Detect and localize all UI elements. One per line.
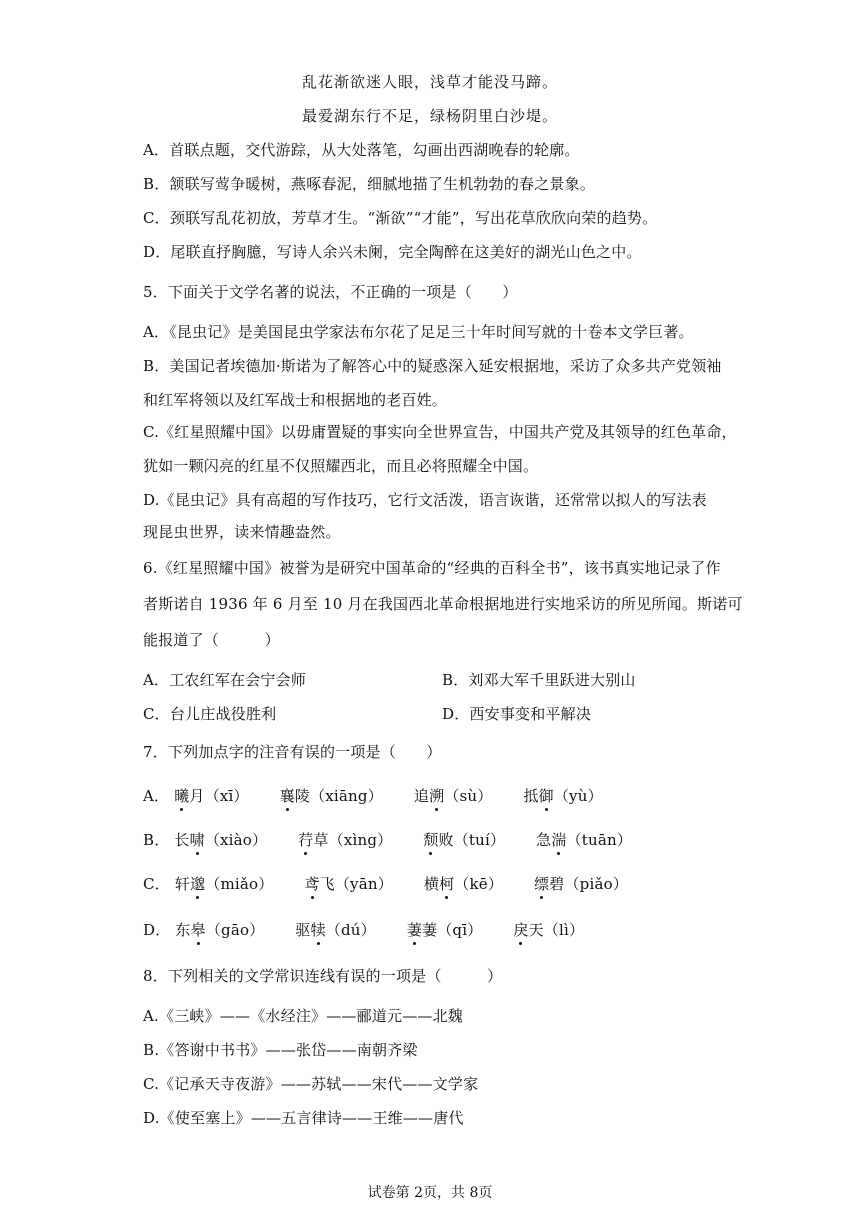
q7-option-label: D． [143,921,171,939]
dotted-char: 湍 [551,831,567,849]
dotted-char: 啸 [189,831,205,849]
dotted-char: 戾 [513,921,529,939]
dotted-char: 荇 [298,831,314,849]
pinyin-item: 驱犊（dú） [295,921,376,939]
pinyin-item: 缥碧（piǎo） [534,875,629,893]
dotted-char: 犊 [310,921,326,939]
q5-option-c-line-2: 犹如一颗闪亮的红星不仅照耀西北，而且必将照耀全中国。 [143,457,539,475]
q7-stem: 7．下列加点字的注音有误的一项是（ ） [143,743,442,761]
q6-option-c: C．台儿庄战役胜利 [143,705,277,723]
pinyin-item: 抵御（yù） [523,787,603,805]
q4-option-c: C．颈联写乱花初放，芳草才生。“渐欲”“才能”，写出花草欣欣向荣的趋势。 [143,209,658,227]
dotted-char: 襄 [279,787,295,805]
dotted-char: 御 [538,787,554,805]
poem-line-4: 最爱湖东行不足，绿杨阴里白沙堤。 [301,107,558,125]
q5-option-d-line-2: 现昆虫世界，读来情趣盎然。 [143,523,341,541]
q7-option-label: C． [143,875,170,893]
q6-stem-line-2: 者斯诺自 1936 年 6 月至 10 月在我国西北革命根据地进行实地采访的所见所闻。斯诺可 [143,595,743,613]
dotted-char: 皋 [190,921,206,939]
q6-option-b: B．刘邓大军千里跃进大别山 [442,671,636,689]
pinyin-item: 鸢飞（yān） [304,875,393,893]
pinyin-item: 横柯（kē） [423,875,504,893]
pinyin-item: 长啸（xiào） [174,831,268,849]
dotted-char: 鸢 [304,875,320,893]
q5-option-d-line-1: D.《昆虫记》具有高超的写作技巧，它行文活泼，语言诙谐，还常常以拟人的写法表 [143,491,707,509]
dotted-char: 颓 [423,831,439,849]
q7-option-d [143,920,584,940]
dotted-char: 溯 [429,787,445,805]
q6-stem-line-1: 6.《红星照耀中国》被誉为是研究中国革命的“经典的百科全书”，该书真实地记录了作 [143,559,721,577]
pinyin-item: 轩邈（miǎo） [174,875,274,893]
q7-option-label: B． [143,831,170,849]
pinyin-item: 曦月（xī） [174,787,249,805]
q5-stem: 5．下面关于文学名著的说法，不正确的一项是（ ） [143,283,518,301]
q8-option-d: D.《使至塞上》——五言律诗——王维——唐代 [143,1109,464,1127]
dotted-char: 萋 [406,921,423,939]
q7-option-b [143,830,632,850]
q5-option-b-line-1: B．美国记者埃德加·斯诺为了解答心中的疑惑深入延安根据地，采访了众多共产党领袖 [143,357,722,375]
q7-option-c [143,874,628,894]
dotted-char: 柯 [439,875,455,893]
dotted-char: 曦 [174,787,190,805]
pinyin-item: 萋萋（qī） [406,921,483,939]
dotted-char: 邈 [190,875,206,893]
q4-option-b: B．颔联写莺争暖树，燕啄春泥，细腻地描了生机勃勃的春之景象。 [143,175,596,193]
pinyin-item: 急湍（tuān） [536,831,633,849]
q5-option-a: A．《昆虫记》是美国昆虫学家法布尔花了足足三十年时间写就的十卷本文学巨著。 [143,323,694,341]
q4-option-d: D．尾联直抒胸臆，写诗人余兴未阑，完全陶醉在这美好的湖光山色之中。 [143,243,642,261]
q7-option-a [143,786,603,806]
q6-stem-line-3: 能报道了（ ） [143,631,280,649]
q8-option-b: B.《答谢中书书》——张岱——南朝齐梁 [143,1041,418,1059]
pinyin-item: 追溯（sù） [413,787,493,805]
q7-option-label: A． [143,787,170,805]
q4-option-a: A．首联点题，交代游踪，从大处落笔，勾画出西湖晚春的轮廓。 [143,141,580,159]
q5-option-b-line-2: 和红军将领以及红军战士和根据地的老百姓。 [143,391,448,409]
q5-option-c-line-1: C.《红星照耀中国》以毋庸置疑的事实向全世界宣告，中国共产党及其领导的红色革命， [143,423,737,441]
page-footer: 试卷第 2页，共 8页 [367,1185,493,1201]
pinyin-item: 襄陵（xiāng） [279,787,383,805]
q8-option-c: C.《记承天寺夜游》——苏轼——宋代——文学家 [143,1075,479,1093]
pinyin-item: 戾天（lì） [513,921,585,939]
q8-stem: 8．下列相关的文学常识连线有误的一项是（ ） [143,967,503,985]
q6-option-d: D．西安事变和平解决 [442,705,592,723]
q6-option-a: A．工农红军在会宁会师 [143,671,307,689]
poem-line-3: 乱花渐欲迷人眼，浅草才能没马蹄。 [301,73,558,91]
pinyin-item: 荇草（xìng） [298,831,393,849]
dotted-char: 缥 [534,875,550,893]
pinyin-item: 颓败（tuí） [423,831,506,849]
q8-option-a: A.《三峡》——《水经注》——郦道元——北魏 [143,1007,464,1025]
pinyin-item: 东皋（gāo） [175,921,265,939]
